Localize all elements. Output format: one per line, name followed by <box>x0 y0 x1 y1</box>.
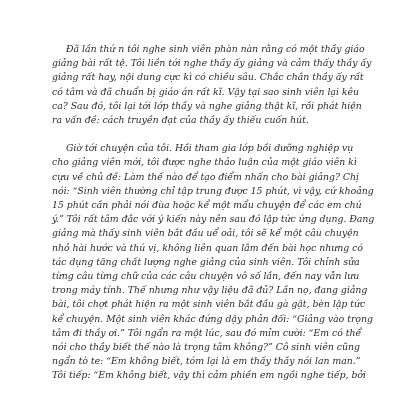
text-line: từng câu từng chữ của các câu chuyện vô số lần, đến nay vẫn lưu <box>52 271 360 283</box>
text-line: tác dụng tăng chất lượng nghe giảng của sinh viên. Tôi chỉnh sửa <box>52 256 360 268</box>
text-line: nói: “Sinh viên thường chỉ tập trung được 15 phút, vì vậy, cứ khoảng <box>52 185 374 197</box>
text-line: có tâm và đã chuẩn bị giáo án rất kĩ. Vậy tại sao sinh viên lại kêu <box>52 86 360 98</box>
text-line: trong máy tính. Thế nhưng như vậy liệu đã đủ? Lần nọ, đang giảng <box>52 285 368 297</box>
paragraph-1 <box>52 43 372 128</box>
text-line: cho giảng viên mới, tôi được nghe thảo luận của một giáo viên kì <box>52 157 357 169</box>
text-line: ca? Sau đó, tôi lại tới lớp thầy và nghe giảng thật kĩ, rồi phát hiện <box>52 100 362 112</box>
text-line: ý.” Tôi rất tâm đắc với ý kiến này nên sau đó lập tức ứng dụng. Đang <box>52 214 375 226</box>
text-line: giảng rất hay, nội dung cực kì có chiều sâu. Chắc chắn thầy ấy rất <box>52 72 364 84</box>
text-line: bài, tôi chợt phát hiện ra một sinh viên bắt đầu gà gật, bèn lập tức <box>52 299 366 311</box>
text-line: 15 phút cần phải nói đùa hoặc kể một mẩu chuyện để các em chú <box>52 200 362 212</box>
paragraph-gap <box>52 128 355 142</box>
text-line: cựu về chủ đề: Làm thế nào để tạo điểm nhấn cho bài giảng? Chị <box>52 171 360 183</box>
text-line: ra vấn đề: cách truyền đạt của thầy ấy thiếu cuốn hút. <box>52 115 309 127</box>
text-line: Tôi tiếp: “Em không biết, vậy thì cảm phiền em ngồi nghe tiếp, bởi <box>52 370 366 382</box>
text-line: ngẩn tò te: “Em không biết, tóm lại là em thấy thầy nói lan man.” <box>52 356 361 368</box>
paragraph-2 <box>52 142 375 383</box>
text-line: tâm đi thầy ơi.” Tôi ngẩn ra một lúc, sau đó mỉm cười: “Em có thể <box>52 327 362 339</box>
text-line: Đã lần thứ n tôi nghe sinh viên phàn nàn rằng có một thầy giáo <box>66 44 365 55</box>
text-line: giảng mà thấy sinh viên bắt đầu uể oải, tôi sẽ kể một câu chuyện <box>52 228 359 240</box>
text-line: Giờ tới chuyện của tôi. Hồi tham gia lớp bồi dưỡng nghiệp vụ <box>66 143 354 155</box>
body-text <box>52 43 375 384</box>
text-line: nhỏ hài hước và thú vị, không liên quan lắm đến bài học nhưng có <box>52 242 363 254</box>
text-line: nói cho thầy biết thế nào là trọng tâm không?” Cô sinh viên cũng <box>52 342 360 354</box>
text-line: giảng bài rất tệ. Tôi liền tới nghe thầy ấy giảng và cảm thấy thầy ấy <box>52 58 372 70</box>
text-line: kể chuyện. Một sinh viên khác đứng dậy phản đối: “Giảng vào trọng <box>52 313 373 325</box>
